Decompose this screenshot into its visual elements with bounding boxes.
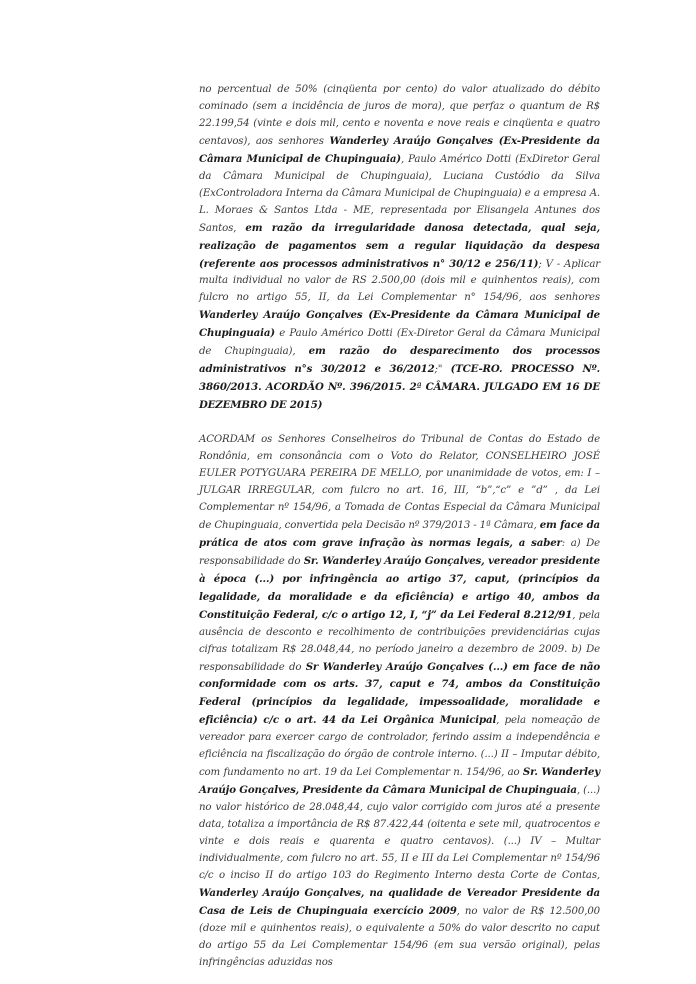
- text-run: , no valor de R$ 12.500,00 (doze mil e quinhentos reais), o equivalente a 50% do valor descrito no caput do artigo 55 da Lei Complementar 154/96 (em sua versão original), pelas infringências aduzidas nos: [199, 905, 600, 968]
- text-run: , (...) no valor histórico de 28.048,44, cujo valor corrigido com juros até a presente data, totaliza a importância de R$ 87.422,44 (oitenta e sete mil, quatrocentos e vinte e dois reais e quarenta e quatro centavos). (...) IV – Multar individualmente, com fulcro no art. 55, II e III da Lei Complementar nº 154/96 c/c o inciso II do artigo 103 do Regimento Interno desta Corte de Contas,: [199, 785, 600, 881]
- bold-text-run: Wanderley Araújo Gonçalves, na qualidade de Vereador Presidente da Casa de Leis de Chupinguaia exercício 2009: [199, 886, 600, 917]
- bold-text-run: em razão da irregularidade danosa detectada, qual seja, realização de pagamentos sem a regular liquidação da despesa (referente aos processos administrativos n° 30/12 e 256/11): [199, 221, 600, 270]
- text-run: : a) De responsabilidade do: [199, 537, 600, 567]
- citation-reference: (TCE-RO. PROCESSO Nº. 3860/2013. ACORDÃO Nº. 396/2015. 2ª CÂMARA. JULGADO EM 16 DE DEZEMBRO DE 2015): [199, 363, 600, 412]
- bold-text-run: em razão do desparecimento dos processos administrativos n°s 30/2012 e 36/2012: [199, 345, 601, 376]
- text-run: , Paulo Américo Dotti (ExDiretor Geral da Câmara Municipal de Chupinguaia), Luciana Custódio da Silva (ExControladora Interna da Câmara Municipal de Chupinguaia) e a empresa A. L. Moraes & Santos Ltda - ME, representada por Elisangela Antunes dos Santos,: [199, 153, 600, 234]
- text-run: ACORDAM os Senhores Conselheiros do Tribunal de Contas do Estado de Rondônia, em consonância com o Voto do Relator, CONSELHEIRO JOSÉ EULER POTYGUARA PEREIRA DE MELLO, por unanimidade de votos, em: I – JULGAR IRREGULAR, com fulcro no art. 16, III, “b”,“c” e ”d” , da Lei Complementar nº 154/96, a Tomada de Contas Especial da Câmara Municipal de Chupinguaia, convertida pela Decisão nº 379/2013 - 1ª Câmara,: [199, 434, 600, 531]
- bold-text-run: Sr Wanderley Araújo Gonçalves (...) em face de não conformidade com os arts. 37, caput e 74, ambos da Constituição Federal (princípios da legalidade, impessoalidade, moralidade e eficiência) c/c o art. 44 da Lei Orgânica Municipal: [199, 660, 601, 727]
- bold-text-run: Sr. Wanderley Araújo Gonçalves, Presidente da Câmara Municipal de Chupinguaia: [199, 766, 600, 797]
- bold-text-run: em face da prática de atos com grave infração às normas legais, a saber: [199, 518, 600, 549]
- paragraph-citation-continuation: [199, 82, 600, 415]
- paragraph-acordam: [199, 432, 600, 972]
- document-page: [199, 82, 600, 972]
- text-run: ; V - Aplicar multa individual no valor de RS 2.500,00 (dois mil e quinhentos reais), com fulcro no artigo 55, II, da Lei Complementar n° 154/96, aos senhores: [199, 258, 600, 304]
- text-run: no percentual de 50% (cinqüenta por cento) do valor atualizado do débito cominado (sem a incidência de juros de mora), que perfaz o quantum de R$ 22.199,54 (vinte e dois mil, cento e noventa e nove reais e cinqüenta e quatro centavos), aos senhores: [199, 84, 600, 147]
- text-run: , pela ausência de desconto e recolhimento de contribuições previdenciárias cujas cifras totalizam R$ 28.048,44, no período janeiro a dezembro de 2009. b) De responsabilidade do: [199, 609, 600, 673]
- text-run: e Paulo Américo Dotti (Ex-Diretor Geral da Câmara Municipal de Chupinguaia),: [199, 328, 600, 358]
- text-run: , pela nomeação de vereador para exercer cargo de controlador, ferindo assim a independência e eficiência na fiscalização do órgão de controle interno. (...) II – Imputar débito, com fundamento no art. 19 da Lei Complementar n. 154/96, ao: [199, 715, 600, 779]
- bold-text-run: Wanderley Araújo Gonçalves (Ex-Presidente da Câmara Municipal de Chupinguaia): [199, 309, 600, 340]
- bold-text-run: Sr. Wanderley Araújo Gonçalves, vereador presidente à época (...) por infringência ao artigo 37, caput, (princípios da legalidade, da moralidade e da eficiência) e artigo 40, ambos da Constituição Federal, c/c o artigo 12, I, “j” da Lei Federal 8.212/91: [199, 554, 600, 621]
- bold-text-run: Wanderley Araújo Gonçalves (Ex-Presidente da Câmara Municipal de Chupinguaia): [199, 134, 600, 165]
- text-run: ;": [434, 364, 451, 376]
